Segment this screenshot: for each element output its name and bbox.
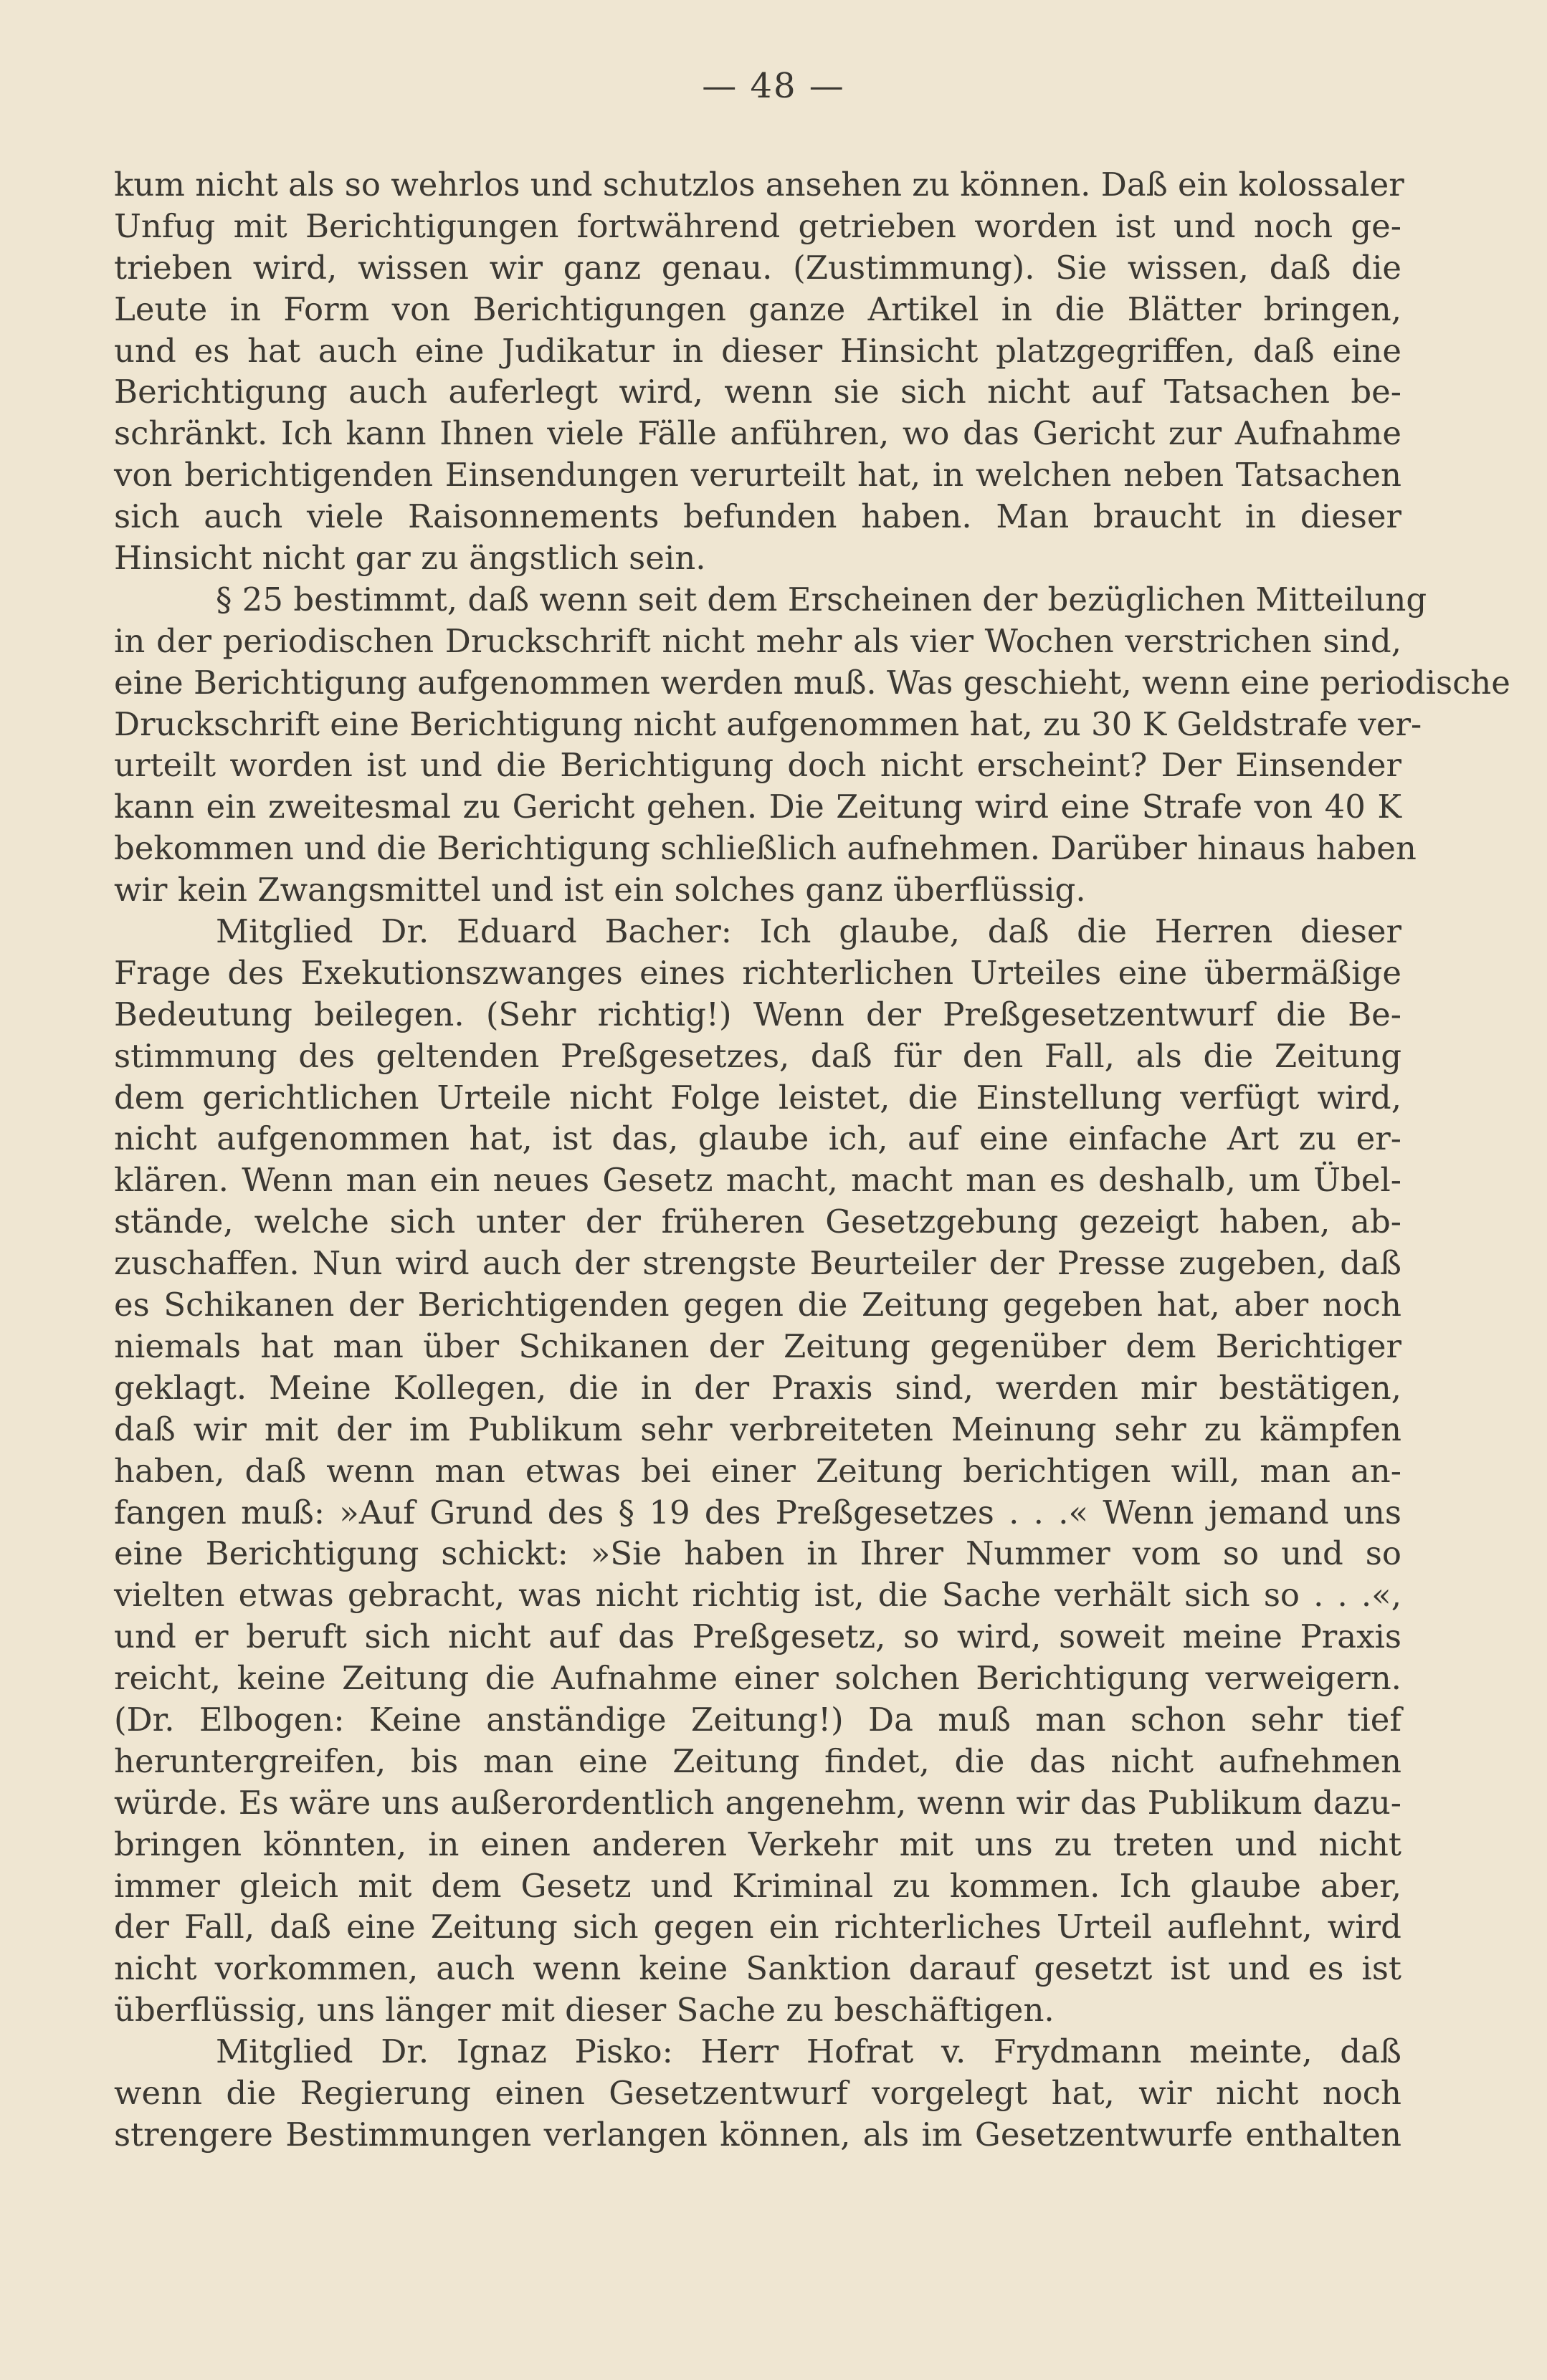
text-line: Frage des Exekutionszwanges eines richterlichen Urteiles eine übermäßige <box>114 953 1401 992</box>
text-line: stände, welche sich unter der früheren Gesetzgebung gezeigt haben, ab- <box>114 1203 1401 1241</box>
text-line: niemals hat man über Schikanen der Zeitung gegenüber dem Berichtiger <box>114 1327 1401 1365</box>
text-line: haben, daß wenn man etwas bei einer Zeitung berichtigen will, man an- <box>114 1451 1401 1490</box>
text-line: schränkt. Ich kann Ihnen viele Fälle anführen, wo das Gericht zur Aufnahme <box>114 414 1401 453</box>
text-line: Hinsicht nicht gar zu ängstlich sein. <box>114 539 706 578</box>
text-line: dem gerichtlichen Urteile nicht Folge leistet, die Einstellung verfügt wird, <box>114 1078 1401 1117</box>
text-line: nicht vorkommen, auch wenn keine Sanktion darauf gesetzt ist und es ist <box>114 1949 1401 1988</box>
text-line: in der periodischen Druckschrift nicht mehr als vier Wochen verstrichen sind, <box>114 621 1401 660</box>
text-line: trieben wird, wissen wir ganz genau. (Zustimmung). Sie wissen, daß die <box>114 248 1401 287</box>
text-line: und es hat auch eine Judikatur in dieser Hinsicht platzgegriffen, daß eine <box>114 331 1401 370</box>
text-line: wenn die Regierung einen Gesetzentwurf vorgelegt hat, wir nicht noch <box>114 2073 1401 2112</box>
text-line: von berichtigenden Einsendungen verurteilt hat, in welchen neben Tatsachen <box>114 456 1401 494</box>
text-line: und er beruft sich nicht auf das Preßgesetz, so wird, soweit meine Praxis <box>114 1617 1401 1656</box>
text-line: sich auch viele Raisonnements befunden haben. Man braucht in dieser <box>114 497 1401 536</box>
text-line: fangen muß: »Auf Grund des § 19 des Preßgesetzes . . .« Wenn jemand uns <box>114 1493 1401 1531</box>
text-line: (Dr. Elbogen: Keine anständige Zeitung!) Da muß man schon sehr tief <box>114 1700 1401 1739</box>
text-line: daß wir mit der im Publikum sehr verbreiteten Meinung sehr zu kämpfen <box>114 1410 1401 1448</box>
text-line: Unfug mit Berichtigungen fortwährend getrieben worden ist und noch ge- <box>114 206 1401 245</box>
text-line: klären. Wenn man ein neues Gesetz macht, macht man es deshalb, um Übel- <box>114 1161 1401 1200</box>
text-line: immer gleich mit dem Gesetz und Kriminal zu kommen. Ich glaube aber, <box>114 1866 1401 1905</box>
text-line: Mitglied Dr. Eduard Bacher: Ich glaube, daß die Herren dieser <box>216 912 1401 951</box>
body-text <box>114 164 1510 2156</box>
text-line: bringen könnten, in einen anderen Verkehr mit uns zu treten und nicht <box>114 1825 1401 1863</box>
text-line: der Fall, daß eine Zeitung sich gegen ein richterliches Urteil auflehnt, wird <box>114 1908 1401 1946</box>
text-line: bekommen und die Berichtigung schließlich aufnehmen. Darüber hinaus haben <box>114 829 1417 868</box>
text-line: strengere Bestimmungen verlangen können, als im Gesetzentwurfe enthalten <box>114 2115 1401 2154</box>
text-line: urteilt worden ist und die Berichtigung doch nicht erscheint? Der Einsender <box>114 746 1401 785</box>
text-line: § 25 bestimmt, daß wenn seit dem Erscheinen der bezüglichen Mitteilung <box>216 580 1427 618</box>
text-line: Berichtigung auch auferlegt wird, wenn sie sich nicht auf Tatsachen be- <box>114 373 1401 411</box>
text-line: eine Berichtigung aufgenommen werden muß. Was geschieht, wenn eine periodische <box>114 663 1510 702</box>
text-line: heruntergreifen, bis man eine Zeitung findet, die das nicht aufnehmen <box>114 1741 1401 1780</box>
text-line: Mitglied Dr. Ignaz Pisko: Herr Hofrat v. Frydmann meinte, daß <box>216 2032 1401 2071</box>
text-line: wir kein Zwangsmittel und ist ein solches ganz überflüssig. <box>114 871 1086 909</box>
text-line: Leute in Form von Berichtigungen ganze Artikel in die Blätter bringen, <box>114 290 1401 328</box>
text-line: es Schikanen der Berichtigenden gegen die Zeitung gegeben hat, aber noch <box>114 1286 1401 1324</box>
text-line: eine Berichtigung schickt: »Sie haben in Ihrer Nummer vom so und so <box>114 1534 1401 1573</box>
text-line: geklagt. Meine Kollegen, die in der Praxis sind, werden mir bestätigen, <box>114 1368 1401 1407</box>
page-number: — 48 — <box>702 66 845 106</box>
text-line: vielten etwas gebracht, was nicht richtig ist, die Sache verhält sich so . . .«, <box>114 1576 1401 1615</box>
text-line: reicht, keine Zeitung die Aufnahme einer solchen Berichtigung verweigern. <box>114 1659 1401 1698</box>
text-line: kum nicht als so wehrlos und schutzlos ansehen zu können. Daß ein kolossaler <box>114 166 1404 204</box>
text-line: zuschaffen. Nun wird auch der strengste Beurteiler der Presse zugeben, daß <box>114 1244 1401 1283</box>
text-line: nicht aufgenommen hat, ist das, glaube ich, auf eine einfache Art zu er- <box>114 1119 1401 1158</box>
text-line: würde. Es wäre uns außerordentlich angenehm, wenn wir das Publikum dazu- <box>114 1783 1401 1822</box>
text-line: Bedeutung beilegen. (Sehr richtig!) Wenn der Preßgesetzentwurf die Be- <box>114 995 1401 1033</box>
text-line: Druckschrift eine Berichtigung nicht aufgenommen hat, zu 30 K Geldstrafe ver- <box>114 704 1422 743</box>
text-line: kann ein zweitesmal zu Gericht gehen. Die Zeitung wird eine Strafe von 40 K <box>114 788 1401 826</box>
text-line: stimmung des geltenden Preßgesetzes, daß für den Fall, als die Zeitung <box>114 1036 1401 1075</box>
text-line: überflüssig, uns länger mit dieser Sache zu beschäftigen. <box>114 1991 1055 2030</box>
